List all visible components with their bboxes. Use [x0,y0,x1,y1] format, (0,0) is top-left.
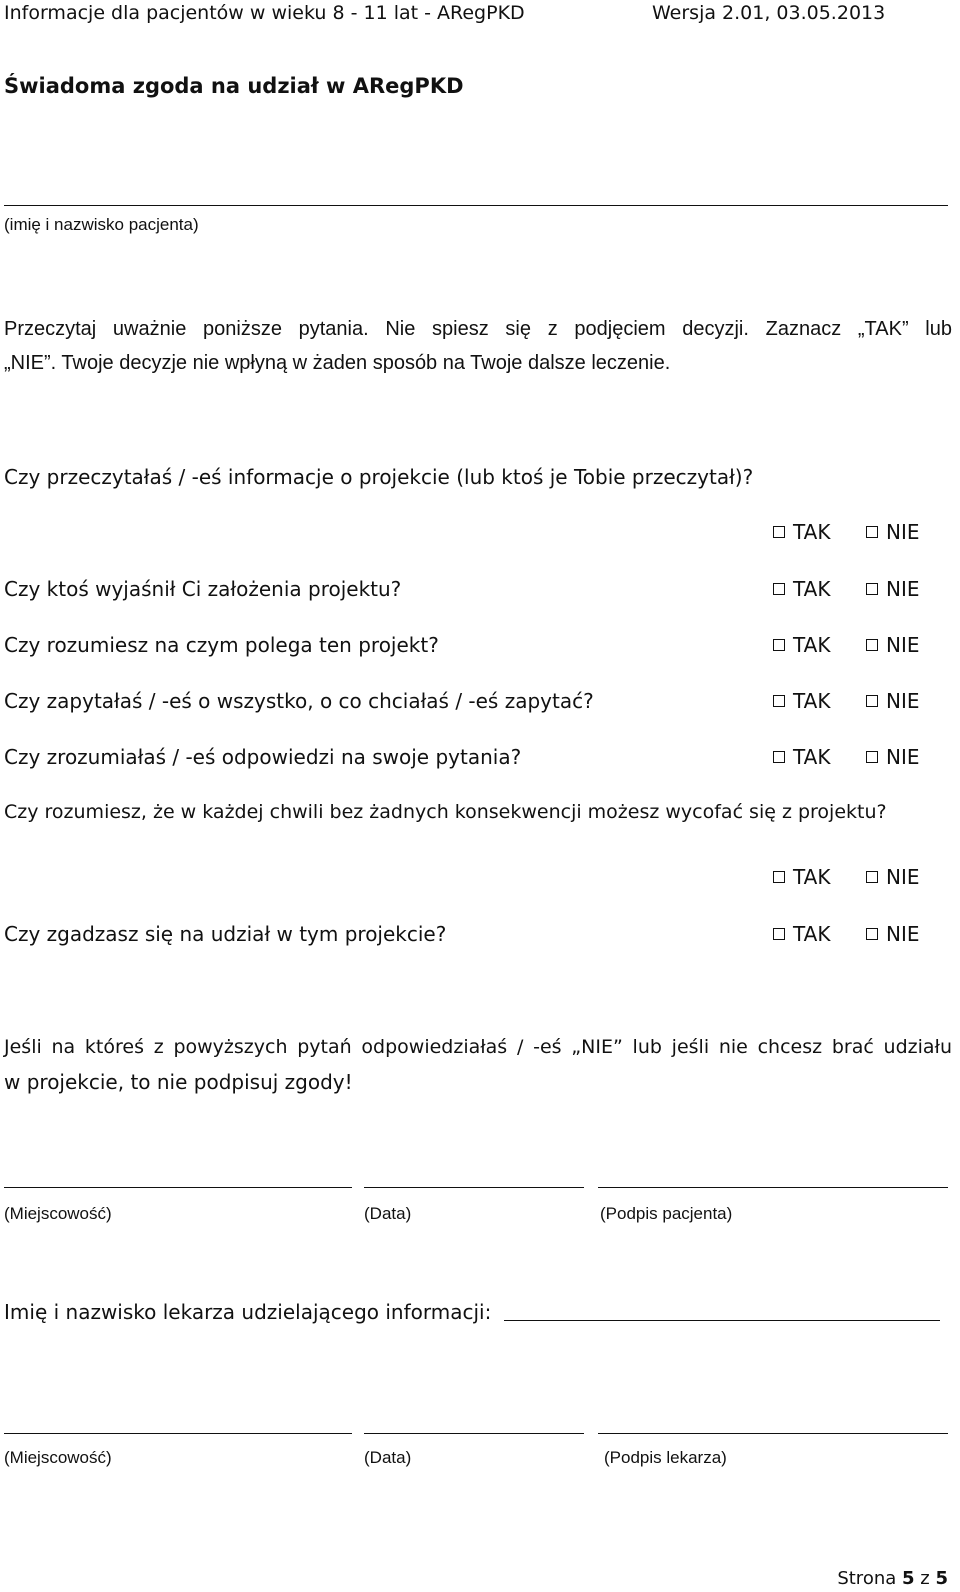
q5-no-option[interactable]: NIE [866,745,920,769]
patient-signature-caption: (Podpis pacjenta) [600,1204,733,1223]
doctor-date-caption: (Data) [364,1448,412,1467]
patient-date-line[interactable] [364,1187,584,1188]
q4-no-option[interactable]: NIE [866,689,920,713]
doctor-name-line[interactable] [504,1320,940,1321]
doctor-signature-line[interactable] [598,1433,948,1434]
question-5: Czy zrozumiałaś / -eś odpowiedzi na swoje pytania? [4,745,522,769]
patient-signature-line[interactable] [598,1187,948,1188]
checkbox-icon[interactable] [866,583,878,595]
q3-no-option[interactable]: NIE [866,633,920,657]
checkbox-icon[interactable] [773,871,785,883]
patient-place-caption: (Miejscowość) [4,1204,112,1223]
q7-yes-option[interactable]: TAK [773,922,830,946]
question-2: Czy ktoś wyjaśnił Ci założenia projektu? [4,577,402,601]
q3-yes-option[interactable]: TAK [773,633,830,657]
doctor-date-line[interactable] [364,1433,584,1434]
header-right: Wersja 2.01, 03.05.2013 [652,2,886,24]
checkbox-icon[interactable] [773,695,785,707]
page-number: Strona 5 z 5 [837,1568,948,1589]
doctor-place-line[interactable] [4,1433,352,1434]
checkbox-icon[interactable] [866,928,878,940]
doctor-name-label: Imię i nazwisko lekarza udzielającego informacji: [4,1300,492,1324]
checkbox-icon[interactable] [773,639,785,651]
patient-name-caption: (imię i nazwisko pacjenta) [4,215,199,234]
warning-line-1: Jeśli na któreś z powyższych pytań odpowiedziałaś / -eś „NIE” lub jeśli nie chcesz brać udziału [4,1036,952,1058]
checkbox-icon[interactable] [866,526,878,538]
q2-yes-option[interactable]: TAK [773,577,830,601]
header-left: Informacje dla pacjentów w wieku 8 - 11 lat - ARegPKD [4,2,525,24]
checkbox-icon[interactable] [773,583,785,595]
checkbox-icon[interactable] [866,751,878,763]
checkbox-icon[interactable] [866,871,878,883]
warning-line-2: w projekcie, to nie podpisuj zgody! [4,1070,353,1094]
intro-line-1: Przeczytaj uważnie poniższe pytania. Nie spiesz się z podjęciem decyzji. Zaznacz „TAK” lub [4,318,952,340]
patient-name-line[interactable] [4,205,948,206]
question-4: Czy zapytałaś / -eś o wszystko, o co chciałaś / -eś zapytać? [4,689,594,713]
patient-place-line[interactable] [4,1187,352,1188]
checkbox-icon[interactable] [773,751,785,763]
checkbox-icon[interactable] [866,639,878,651]
question-3: Czy rozumiesz na czym polega ten projekt? [4,633,439,657]
checkbox-icon[interactable] [866,695,878,707]
q5-yes-option[interactable]: TAK [773,745,830,769]
q1-yes-option[interactable]: TAK [773,520,830,544]
q7-no-option[interactable]: NIE [866,922,920,946]
page-title: Świadoma zgoda na udział w ARegPKD [4,74,464,98]
q6-no-option[interactable]: NIE [866,865,920,889]
doctor-signature-caption: (Podpis lekarza) [604,1448,727,1467]
q4-yes-option[interactable]: TAK [773,689,830,713]
q6-yes-option[interactable]: TAK [773,865,830,889]
q1-no-option[interactable]: NIE [866,520,920,544]
q2-no-option[interactable]: NIE [866,577,920,601]
intro-line-2: „NIE”. Twoje decyzje nie wpłyną w żaden sposób na Twoje dalsze leczenie. [4,352,671,374]
doctor-place-caption: (Miejscowość) [4,1448,112,1467]
question-1: Czy przeczytałaś / -eś informacje o projekcie (lub ktoś je Tobie przeczytał)? [4,465,754,489]
question-7: Czy zgadzasz się na udział w tym projekcie? [4,922,447,946]
patient-date-caption: (Data) [364,1204,412,1223]
question-6: Czy rozumiesz, że w każdej chwili bez żadnych konsekwencji możesz wycofać się z projektu? [4,801,887,823]
checkbox-icon[interactable] [773,526,785,538]
checkbox-icon[interactable] [773,928,785,940]
